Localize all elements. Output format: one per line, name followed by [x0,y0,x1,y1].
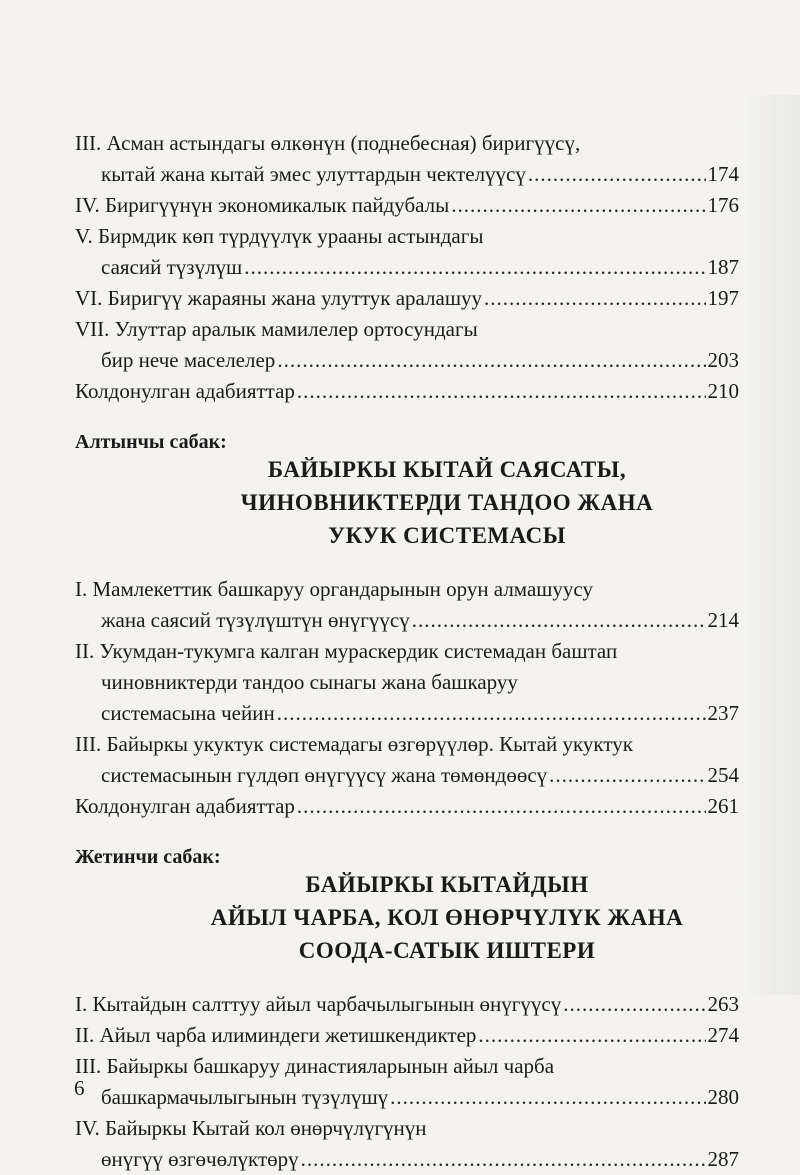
section-7-title-line: АЙЫЛ ЧАРБА, КОЛ ӨНӨРЧҮЛҮК ЖАНА [210,905,684,930]
toc-entry [75,314,739,376]
toc-entry-page: 176 [707,193,739,217]
section-7-title-line: БАЙЫРКЫ КЫТАЙДЫН [305,872,589,897]
toc-entry [75,283,739,314]
section-7-label: Жетинчи сабак: [75,846,221,868]
toc-entry [75,729,739,791]
dot-leader [478,1020,705,1051]
toc-entry-lead-row [75,190,739,221]
toc-entry-lead-row [75,376,739,407]
section-7-title [75,868,739,967]
dot-leader [244,252,705,283]
toc-entry-page: 280 [707,1085,739,1109]
section-6-title-line: БАЙЫРКЫ КЫТАЙ САЯСАТЫ, [267,457,627,482]
toc-entry-lead-row [75,698,739,729]
toc-entry-text: саясий түзүлүш [101,255,243,279]
section-6-title [75,453,739,552]
toc-entry [75,128,739,190]
toc-group-section-6 [75,574,739,822]
section-6-title-line: ЧИНОВНИКТЕРДИ ТАНДОО ЖАНА [240,490,654,515]
dot-leader [297,791,706,822]
toc-entry-text: I. Кытайдын салттуу айыл чарбачылыгынын өнүгүүсү [75,992,562,1016]
toc-entry-page: 287 [707,1147,739,1171]
section-6-title-line: УКУК СИСТЕМАСЫ [328,523,566,548]
toc-entry [75,376,739,407]
toc-entry-text: III. Байыркы укуктук системадагы өзгөрүүлөр. Кытай укуктук [75,732,633,756]
toc-entry [75,1113,739,1175]
dot-leader [451,190,705,221]
toc-entry [75,190,739,221]
toc-entry-lead-row [75,345,739,376]
toc-entry-page: 261 [707,794,739,818]
toc-entry [75,574,739,636]
toc-entry-text: системасынын гүлдөп өнүгүүсү жана төмөндөөсү [101,763,548,787]
toc-entry-lead-row [75,760,739,791]
page-number: 6 [74,1076,85,1100]
toc-entry-text: IV. Байыркы Кытай кол өнөрчүлүгүнүн [75,1116,427,1140]
toc-entry-text: V. Бирмдик көп түрдүүлүк урааны астындагы [75,224,484,248]
toc-entry [75,989,739,1020]
dot-leader [549,760,705,791]
toc-entry-page: 203 [707,348,739,372]
toc-entry-text: кытай жана кытай эмес улуттардын чектелүүсү [101,162,526,186]
toc-entry-page: 187 [707,255,739,279]
toc-entry-page: 237 [707,701,739,725]
dot-leader [277,345,705,376]
toc-entry-text: VII. Улуттар аралык мамилелер ортосундагы [75,317,478,341]
toc-entry [75,1051,739,1113]
dot-leader [412,605,706,636]
toc-entry-text: III. Байыркы башкаруу династияларынын айыл чарба [75,1054,555,1078]
toc-entry-text: VI. Биригүү жараяны жана улуттук аралашуу [75,286,482,310]
dot-leader [390,1082,705,1113]
toc-entry-lead-row [75,791,739,822]
toc-entry-lead-row [75,605,739,636]
toc-entry-text: IV. Биригүүнүн экономикалык пайдубалы [75,193,450,217]
bleed-through-shadow [742,95,800,995]
toc-entry-lead-row [75,1020,739,1051]
toc-group-section-7 [75,989,739,1175]
toc-entry-lead-row [75,989,739,1020]
toc-entry-lead-row [75,1082,739,1113]
section-7-title-line: СООДА-САТЫК ИШТЕРИ [298,938,596,963]
toc-entry-lead-row [75,252,739,283]
toc-entry-page: 263 [707,992,739,1016]
toc-entry-text: II. Укумдан-тукумга калган мураскердик системадан баштап [75,639,618,663]
toc-entry-page: 197 [707,286,739,310]
toc-group-previous [75,128,739,407]
dot-leader [301,1144,706,1175]
toc-entry-lead-row [75,159,739,190]
toc-entry [75,221,739,283]
toc-entry-lead-row [75,283,739,314]
toc-entry [75,791,739,822]
toc-entry-text: Колдонулган адабияттар [75,794,295,818]
toc-entry-page: 254 [707,763,739,787]
dot-leader [528,159,706,190]
toc-entry-text: системасына чейин [101,701,275,725]
toc-entry-text: чиновниктерди тандоо сынагы жана башкаруу [101,670,518,694]
toc-entry-text: бир нече маселелер [101,348,276,372]
toc-entry-page: 210 [707,379,739,403]
toc-entry-text: II. Айыл чарба илиминдеги жетишкендиктер [75,1023,477,1047]
table-of-contents [75,128,739,1175]
toc-entry-page: 274 [707,1023,739,1047]
toc-entry-text: жана саясий түзүлүштүн өнүгүүсү [101,608,410,632]
toc-entry-page: 214 [707,608,739,632]
toc-entry-text: башкармачылыгынын түзүлүшү [101,1085,389,1109]
toc-entry-text: I. Мамлекеттик башкаруу органдарынын орун алмашуусу [75,577,593,601]
toc-entry-text: Колдонулган адабияттар [75,379,295,403]
toc-entry-lead-row [75,1144,739,1175]
toc-entry-page: 174 [707,162,739,186]
dot-leader [277,698,706,729]
toc-entry [75,1020,739,1051]
dot-leader [563,989,705,1020]
toc-entry-text: III. Асман астындагы өлкөнүн (поднебесная) биригүүсү, [75,131,581,155]
section-6-label: Алтынчы сабак: [75,431,227,453]
toc-entry-text: өнүгүү өзгөчөлүктөрү [101,1147,299,1171]
dot-leader [297,376,706,407]
toc-entry [75,636,739,729]
dot-leader [484,283,706,314]
